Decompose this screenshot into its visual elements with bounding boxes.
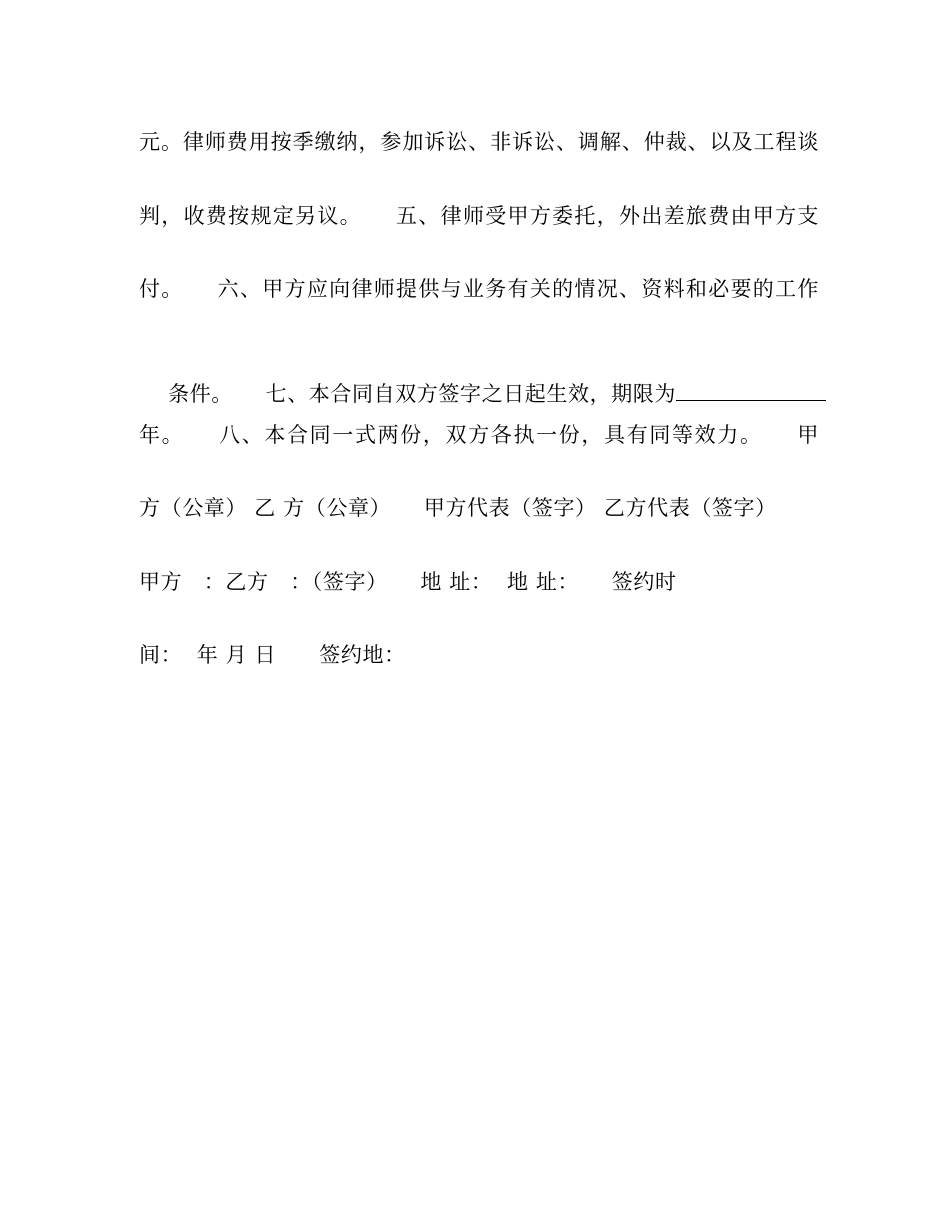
signature-block-parties: 方（公章） 乙 方（公章） 甲方代表（签字） 乙方代表（签字） — [139, 496, 777, 520]
signature-block-address: 甲方 ：乙方 ：（签字） 地 址： 地 址： 签约时 — [139, 570, 677, 594]
body-text-line-5: 年。 八、本合同一式两份，双方各执一份，具有同等效力。 甲 — [139, 423, 819, 447]
body-text-line-3: 付。 六、甲方应向律师提供与业务有关的情况、资料和必要的工作 — [139, 277, 819, 301]
signature-block-date-place: 间： 年 月 日 签约地： — [139, 643, 406, 667]
body-text-line-1: 元。律师费用按季缴纳，参加诉讼、非诉讼、调解、仲裁、以及工程谈 — [139, 130, 819, 154]
term-blank-field — [676, 378, 826, 401]
body-text-line-4 — [139, 346, 819, 406]
body-text-line-2: 判，收费按规定另议。 五、律师受甲方委托，外出差旅费由甲方支 — [139, 204, 819, 228]
contract-term-text: 条件。 七、本合同自双方签字之日起生效，期限为 — [168, 382, 677, 406]
